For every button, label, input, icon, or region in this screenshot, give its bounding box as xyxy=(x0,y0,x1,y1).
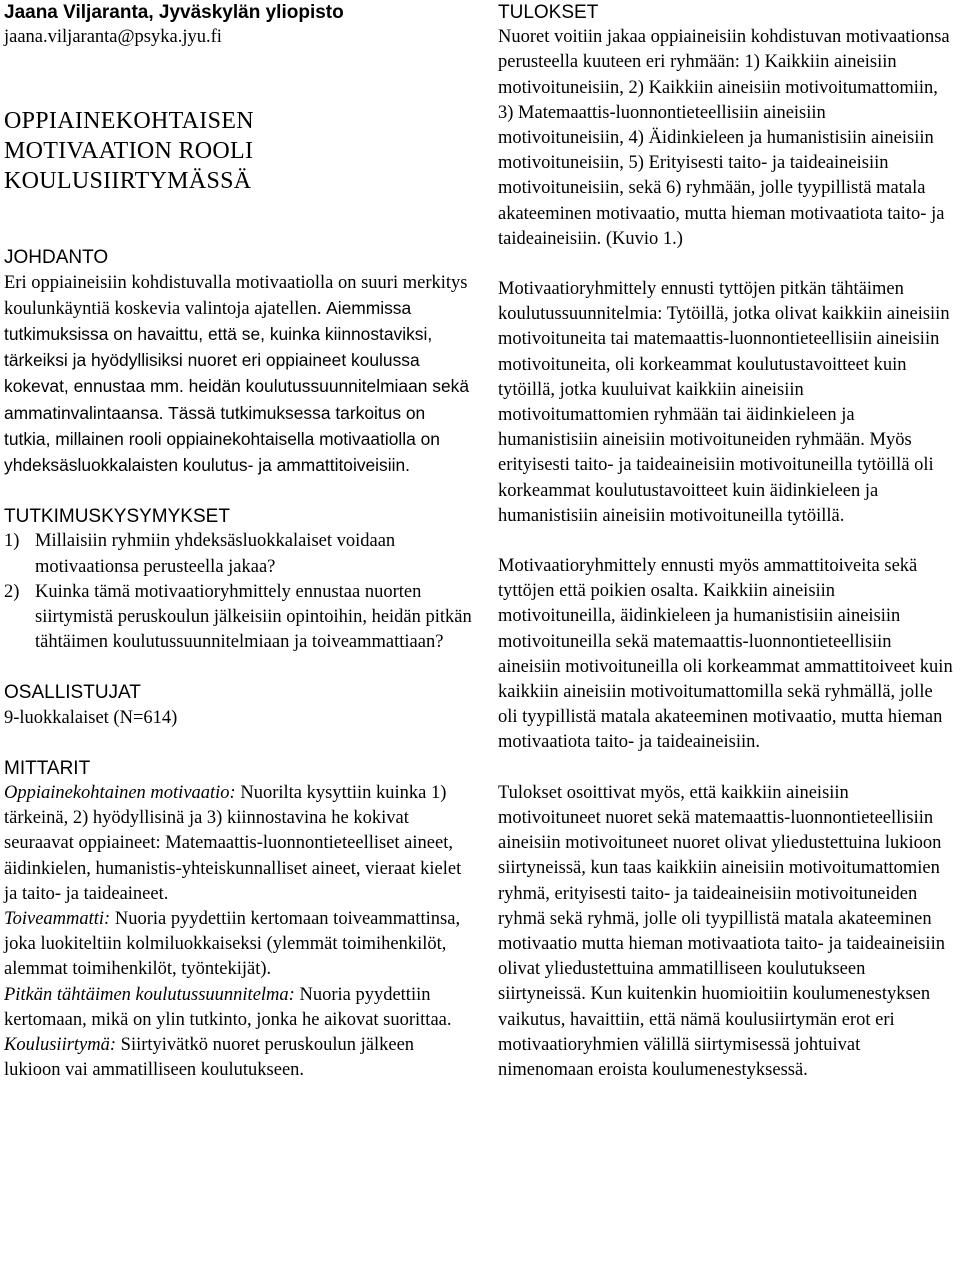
johdanto-sans: Aiemmissa tutkimuksissa on havaittu, että se, kuinka kiinnostaviksi, tärkeiksi ja hyödyllisiksi nuoret eri oppiaineet koulussa kokevat, ennustaa mm. heidän koulutussuunnitelmiaan sekä ammatinvalintaansa. xyxy=(4,297,469,423)
tulokset-paragraph-4: Tulokset osoittivat myös, että kaikkiin aineisiin motivoituneet nuoret sekä matemaattis-luonnontieteellisiin aineisiin motivoituneet nuoret olivat yliedustettuina lukioon siirtyneissä, kun taas kaikkiin aineisiin motivoitumattomien ryhmä, erityisesti taito- ja taideaineisiin motivoituneiden ryhmä sekä ryhmä, jolle oli tyypillistä matala akateeminen motivaatio mutta hieman motivaatiota taito- ja taideaineisiin olivat yliedustettuina ammatilliseen koulutukseen siirtyneissä. Kun kuitenkin huomioitiin koulumenestyksen vaikutus, havaittiin, että nämä koulusiirtymän erot eri motivaatioryhmien välillä siirtymisessä johtuivat nimenomaan eroista koulumenestyksessä. xyxy=(498,782,945,1080)
mittari-4 xyxy=(4,1033,474,1083)
question-item xyxy=(4,529,474,579)
author-email: jaana.viljaranta@psyka.jyu.fi xyxy=(4,27,222,48)
tulokset-paragraph-3 xyxy=(498,554,956,756)
title-line-3: KOULUSIIRTYMÄSSÄ xyxy=(4,168,252,195)
mittari-2 xyxy=(4,907,474,983)
mittari-3-text: Nuoria pyydettiin kertomaan, mikä on ylin tutkinto, jonka he aikovat suorittaa. xyxy=(4,984,452,1030)
mittarit-heading: MITTARIT xyxy=(4,757,91,779)
mittari-4-text: Siirtyivätkö nuoret peruskoulun jälkeen lukioon vai ammatilliseen koulutukseen. xyxy=(4,1035,415,1081)
question-item xyxy=(4,580,474,656)
tulokset-paragraph-2: Motivaatioryhmittely ennusti tyttöjen pitkän tähtäimen koulutussuunnitelmia: Tytöillä, jotka olivat kaikkiin aineisiin motivoituneita tai matemaattis-luonnontieteellisiin aineisiin motivoituneita, oli korkeammat koulutustavoitteet kuin tytöillä, jotka kuuluivat kaikkiin aineisiin motivoitumattomien ryhmään tai äidinkieleen ja humanistisiin aineisiin motivoituneiden ryhmään. Myös erityisesti taito- ja taideaineisiin motivoituneilla tytöillä oli korkeammat koulutustavoitteet kuin äidinkieleen ja humanistisiin aineisiin motivoituneilla tytöillä. xyxy=(498,279,950,526)
johdanto-text xyxy=(4,271,474,480)
kysymykset-heading: TUTKIMUSKYSYMYKSET xyxy=(4,506,230,528)
mittari-1 xyxy=(4,781,474,907)
right-column xyxy=(498,0,956,1083)
tulokset-paragraph-3b: Kaikkiin aineisiin motivoituneilla, äidinkieleen ja humanistisiin aineisiin motivoituneilla sekä matemaattis-luonnontieteellisiin aineisiin motivoituneilla oli korkeammat ammattitoiveet kuin kaikkiin aineisiin motivoitumattomilla sekä ryhmällä, jolle oli tyypillistä matala akateeminen motivaatio, mutta hieman motivaatiota taito- ja taideaineisiin. xyxy=(498,581,953,753)
tulokset-paragraph-1: Nuoret voitiin jakaa oppiaineisiin kohdistuvan motivaationsa perusteella kuuteen eri ryhmään: 1) Kaikkiin aineisiin motivoituneisiin, 2) Kaikkiin aineisiin motivoitumattomiin, 3) Matemaattis-luonnontieteellisiin aineisiin motivoituneisiin, 4) Äidinkieleen ja humanistisiin aineisiin motivoituneisiin, 5) Erityisesti taito- ja taideaineisiin motivoituneisiin, sekä 6) ryhmään, jolle tyypillistä matala akateeminen motivaatio, mutta hieman motivaatiota taito- ja taideaineisiin. (Kuvio 1.) xyxy=(498,27,950,249)
question-text: Millaisiin ryhmiin yhdeksäsluokkalaiset voidaan motivaationsa perusteella jakaa? xyxy=(35,531,396,577)
tulokset-heading: TULOKSET xyxy=(498,2,599,23)
question-text: Kuinka tämä motivaatioryhmittely ennustaa nuorten siirtymistä peruskoulun jälkeisiin opintoihin, heidän pitkän tähtäimen koulutussuunnitelmiaan ja toiveammattiaan? xyxy=(35,581,472,653)
poster-title xyxy=(4,106,474,196)
mittari-4-label: Koulusiirtymä: xyxy=(4,1035,117,1056)
mittari-1-text: Nuorilta kysyttiin kuinka 1) tärkeinä, 2) hyödyllisinä ja 3) kiinnostavina he kokivat seuraavat oppiaineet: Matemaattis-luonnontieteelliset aineet, äidinkielen, humanistis-yhteiskunnalliset aineet, vieraat kielet ja taito- ja taideaineet. xyxy=(4,783,462,904)
osallistujat-text: 9-luokkalaiset (N=614) xyxy=(4,707,178,728)
mittari-2-text: Nuoria pyydettiin kertomaan toiveammattinsa, joka luokiteltiin kolmiluokkaiseksi (ylemmät toimihenkilöt, alemmat toimihenkilöt, työntekijät). xyxy=(4,909,461,980)
tulokset-paragraph-3a: Motivaatioryhmittely ennusti myös ammattitoiveita sekä tyttöjen että poikien osalta. xyxy=(498,556,918,602)
mittari-1-label: Oppiainekohtainen motivaatio: xyxy=(4,783,236,804)
title-line-2: MOTIVAATION ROOLI xyxy=(4,138,254,165)
osallistujat-heading: OSALLISTUJAT xyxy=(4,682,141,704)
johdanto-sans-2: Tässä tutkimuksessa tarkoitus on tutkia, millainen rooli oppiainekohtaisella motivaatiolla on yhdeksäsluokkalaisten koulutus- ja ammattitoiveisiin. xyxy=(4,402,440,476)
mittari-3 xyxy=(4,983,474,1033)
title-line-1: OPPIAINEKOHTAISEN xyxy=(4,108,254,135)
question-number: 2) xyxy=(4,581,20,602)
mittari-2-label: Toiveammatti: xyxy=(4,909,111,930)
author-name: Jaana Viljaranta, Jyväskylän yliopisto xyxy=(4,2,344,23)
left-column xyxy=(4,0,474,1084)
johdanto-serif: Eri oppiaineisiin kohdistuvalla motivaatiolla on suuri merkitys koulunkäyntiä koskevia valintoja ajatellen. xyxy=(4,272,468,319)
johdanto-heading: JOHDANTO xyxy=(4,247,109,269)
mittari-3-label: Pitkän tähtäimen koulutussuunnitelma: xyxy=(4,984,295,1005)
question-number: 1) xyxy=(4,531,20,552)
